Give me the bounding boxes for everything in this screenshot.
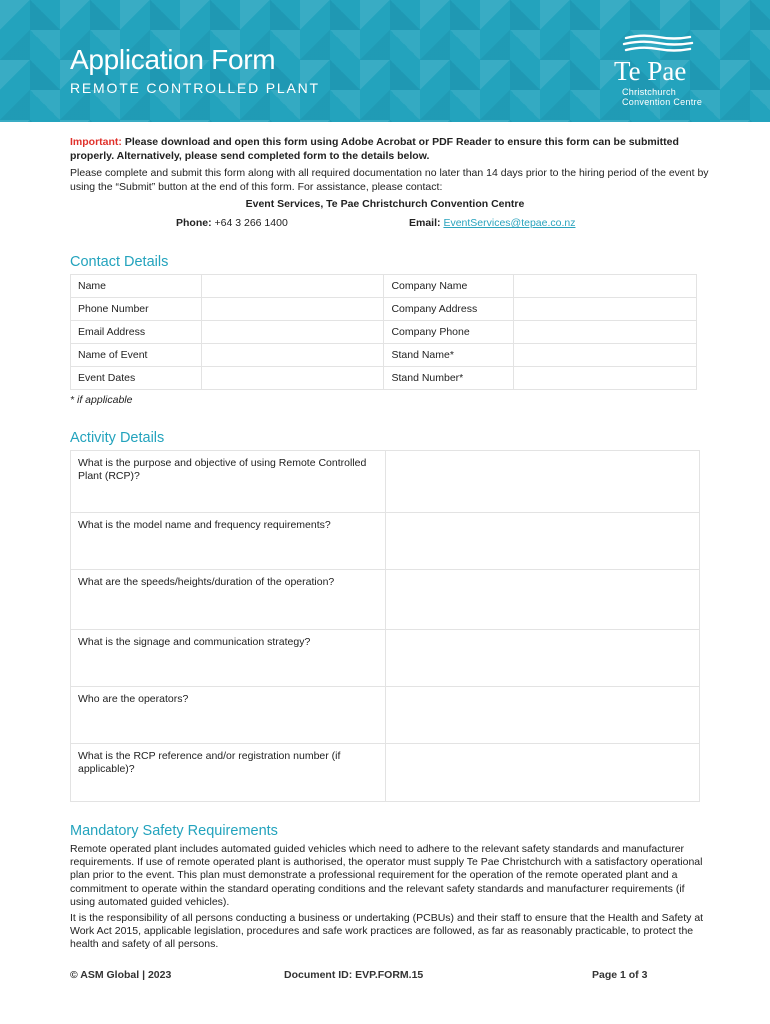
event-dates-input[interactable] [201,367,384,390]
phone-label: Phone: [176,217,212,229]
phone-value: +64 3 266 1400 [211,217,288,229]
table-row [71,687,700,744]
name-input[interactable] [201,275,384,298]
form-title: Application Form [70,44,276,75]
company-address-label: Company Address [384,298,514,321]
operators-answer-input[interactable] [385,687,699,744]
signage-question: What is the signage and communication strategy? [71,630,386,687]
purpose-answer-input[interactable] [385,451,699,513]
registration-question: What is the RCP reference and/or registration number (if applicable)? [71,744,386,802]
contact-details-table [70,274,697,390]
footer-document-id: Document ID: EVP.FORM.15 [284,969,424,981]
speed-height-answer-input[interactable] [385,570,699,630]
event-name-input[interactable] [201,344,384,367]
header-banner [0,0,770,122]
intro-text: Please complete and submit this form along with all required documentation no later than 14 days prior to the hiring period of the event by using the “Submit” button at the end of this form. For assistance, please contact: [70,167,709,193]
company-name-input[interactable] [514,275,697,298]
table-row [71,367,697,390]
contact-phone [176,217,288,229]
table-row [71,570,700,630]
signage-answer-input[interactable] [385,630,699,687]
phone-number-input[interactable] [201,298,384,321]
purpose-question: What is the purpose and objective of using Remote Controlled Plant (RCP)? [71,451,386,513]
table-row [71,451,700,513]
registration-answer-input[interactable] [385,744,699,802]
email-address-label: Email Address [71,321,202,344]
form-subtitle: REMOTE CONTROLLED PLANT [70,80,320,96]
organisation-name: Event Services, Te Pae Christchurch Convention Centre [245,198,525,210]
important-text: Please download and open this form using Adobe Acrobat or PDF Reader to ensure this form can be submitted properly. Alternatively, please send completed form to the details below. [70,136,679,162]
model-frequency-answer-input[interactable] [385,513,699,570]
applicable-footnote: * if applicable [70,394,133,406]
email-address-input[interactable] [201,321,384,344]
safety-paragraph-1: Remote operated plant includes automated guided vehicles which need to adhere to the relevant safety standards and manufacturer requirements. If use of remote operated plant is authorised, the operator must supply Te Pae Christchurch with a satisfactory operational plan prior to the event. This plan must demonstrate a professional requirement for the operation of the remote operated plant and a commitment to operate within the standard operating conditions and the relevant safety standards and manufacturer requirements (if using automated guided vehicles). [70,843,703,908]
activity-details-table [70,450,700,802]
important-label: Important: [70,136,122,148]
email-link[interactable]: EventServices@tepae.co.nz [443,217,576,229]
stand-number-input[interactable] [514,367,697,390]
stand-number-label: Stand Number* [384,367,514,390]
wave-logo-icon [622,34,694,56]
table-row [71,744,700,802]
table-row [71,298,697,321]
footer-copyright: © ASM Global | 2023 [70,969,172,981]
company-name-label: Company Name [384,275,514,298]
event-name-label: Name of Event [71,344,202,367]
name-label: Name [71,275,202,298]
logo-line-1: Christchurch [622,87,677,97]
important-notice [70,136,710,163]
contact-details-heading: Contact Details [70,254,169,270]
safety-requirements-heading: Mandatory Safety Requirements [70,823,278,839]
speed-height-question: What are the speeds/heights/duration of the operation? [71,570,386,630]
company-phone-label: Company Phone [384,321,514,344]
model-frequency-question: What is the model name and frequency requirements? [71,513,386,570]
safety-paragraph-2: It is the responsibility of all persons conducting a business or undertaking (PCBUs) and their staff to ensure that the Health and Safety at Work Act 2015, applicable legislation, procedures and safe work practices are followed, as far as reasonably practicable, to protect the health and safety of all persons. [70,912,704,951]
company-address-input[interactable] [514,298,697,321]
operators-question: Who are the operators? [71,687,386,744]
contact-email [409,217,576,229]
stand-name-input[interactable] [514,344,697,367]
table-row [71,344,697,367]
stand-name-label: Stand Name* [384,344,514,367]
table-row [71,321,697,344]
footer-page-number: Page 1 of 3 [592,969,648,981]
te-pae-logo [614,34,714,110]
table-row [71,513,700,570]
company-phone-input[interactable] [514,321,697,344]
table-row [71,630,700,687]
phone-number-label: Phone Number [71,298,202,321]
event-dates-label: Event Dates [71,367,202,390]
logo-line-2: Convention Centre [622,97,703,107]
activity-details-heading: Activity Details [70,430,165,446]
logo-name: Te Pae [614,56,687,86]
email-label: Email: [409,217,441,229]
table-row [71,275,697,298]
